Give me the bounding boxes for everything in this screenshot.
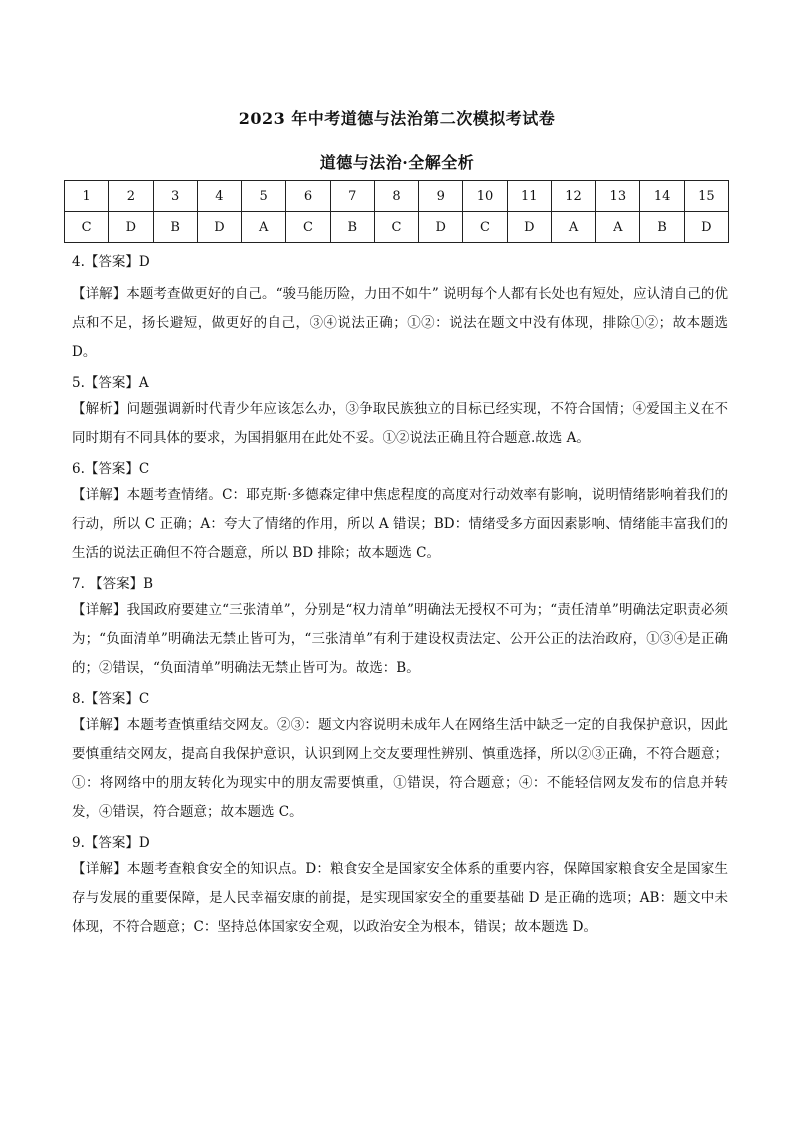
answer-detail: 【详解】本题考查情绪。C：耶克斯·多德森定律中焦虑程度的高度对行动效率有影响，说明情绪影响着我们的行动，所以 C 正确；A：夸大了情绪的作用，所以 A 错误；BD：情绪受多方面因素影响、情绪能丰富我们的生活的说法正确但不符合题意，所以 BD 排除；故本题选 C。 xyxy=(72,487,728,561)
answer-cell: B xyxy=(640,212,684,243)
answer-heading: 5.【答案】A xyxy=(72,375,149,391)
answer-detail: 【详解】本题考查粮食安全的知识点。D：粮食安全是国家安全体系的重要内容，保障国家粮食安全是国家生存与发展的重要保障，是人民幸福安康的前提，是实现国家安全的重要基础 D 是正确的选项；AB：题文中未体现，不符合题意；C：坚持总体国家安全观，以政治安全为根本，错误；故本题选 D。 xyxy=(72,861,728,935)
question-number: 4 xyxy=(197,181,241,212)
answer-heading: 7. 【答案】B xyxy=(72,576,154,592)
answer-cell: D xyxy=(507,212,551,243)
answer-explanations xyxy=(72,250,728,946)
answer-cell: B xyxy=(153,212,197,243)
answer-item-7 xyxy=(72,572,728,683)
page-title: 2023 年中考道德与法治第二次模拟考试卷 xyxy=(238,109,556,128)
answer-heading: 9.【答案】D xyxy=(72,835,150,851)
question-number: 15 xyxy=(684,181,728,212)
answer-item-5 xyxy=(72,371,728,453)
answer-heading: 8.【答案】C xyxy=(72,691,150,707)
question-number: 7 xyxy=(330,181,374,212)
answer-detail: 【详解】本题考查慎重结交网友。②③：题文内容说明未成年人在网络生活中缺乏一定的自我保护意识，因此要慎重结交网友，提高自我保护意识，认识到网上交友要理性辨别、慎重选择，所以②③正确，不符合题意；①：将网络中的朋友转化为现实中的朋友需要慎重，①错误，符合题意；④：不能轻信网友发布的信息并转发，④错误，符合题意；故本题选 C。 xyxy=(72,717,728,820)
answer-table-number-row xyxy=(65,181,729,212)
answer-item-9 xyxy=(72,831,728,942)
answer-cell: A xyxy=(551,212,595,243)
answer-heading: 4.【答案】D xyxy=(72,254,150,270)
question-number: 8 xyxy=(374,181,418,212)
question-number: 3 xyxy=(153,181,197,212)
answer-cell: D xyxy=(197,212,241,243)
answer-item-6 xyxy=(72,457,728,568)
question-number: 1 xyxy=(65,181,109,212)
answer-cell: D xyxy=(684,212,728,243)
answer-cell: C xyxy=(286,212,330,243)
answer-item-8 xyxy=(72,687,728,827)
question-number: 2 xyxy=(109,181,153,212)
answer-detail: 【详解】我国政府要建立“三张清单”，分别是“权力清单”明确法无授权不可为；“责任清单”明确法定职责必须为；“负面清单”明确法无禁止皆可为，“三张清单”有利于建设权责法定、公开公正的法治政府，①③④是正确的；②错误，“负面清单”明确法无禁止皆可为。故选：B。 xyxy=(72,602,728,676)
page-subtitle: 道德与法治·全解全析 xyxy=(319,153,475,172)
answer-cell: C xyxy=(463,212,507,243)
answer-detail: 【解析】问题强调新时代青少年应该怎么办，③争取民族独立的目标已经实现，不符合国情；④爱国主义在不同时期有不同具体的要求，为国捐躯用在此处不妥。①②说法正确且符合题意.故选 A。 xyxy=(72,401,728,446)
answer-cell: A xyxy=(242,212,286,243)
question-number: 9 xyxy=(419,181,463,212)
answer-item-4 xyxy=(72,250,728,367)
question-number: 6 xyxy=(286,181,330,212)
answer-detail: 【详解】本题考查做更好的自己。“骏马能历险，力田不如牛” 说明每个人都有长处也有短处，应认清自己的优点和不足，扬长避短，做更好的自己，③④说法正确；①②：说法在题文中没有体现，排除①②；故本题选 D。 xyxy=(72,286,728,360)
question-number: 14 xyxy=(640,181,684,212)
answer-table-answer-row xyxy=(65,212,729,243)
question-number: 13 xyxy=(596,181,640,212)
answer-cell: D xyxy=(419,212,463,243)
answer-table xyxy=(64,180,729,243)
answer-cell: D xyxy=(109,212,153,243)
question-number: 10 xyxy=(463,181,507,212)
question-number: 11 xyxy=(507,181,551,212)
answer-cell: C xyxy=(65,212,109,243)
question-number: 5 xyxy=(242,181,286,212)
answer-heading: 6.【答案】C xyxy=(72,461,150,477)
answer-cell: B xyxy=(330,212,374,243)
answer-cell: A xyxy=(596,212,640,243)
answer-cell: C xyxy=(374,212,418,243)
question-number: 12 xyxy=(551,181,595,212)
